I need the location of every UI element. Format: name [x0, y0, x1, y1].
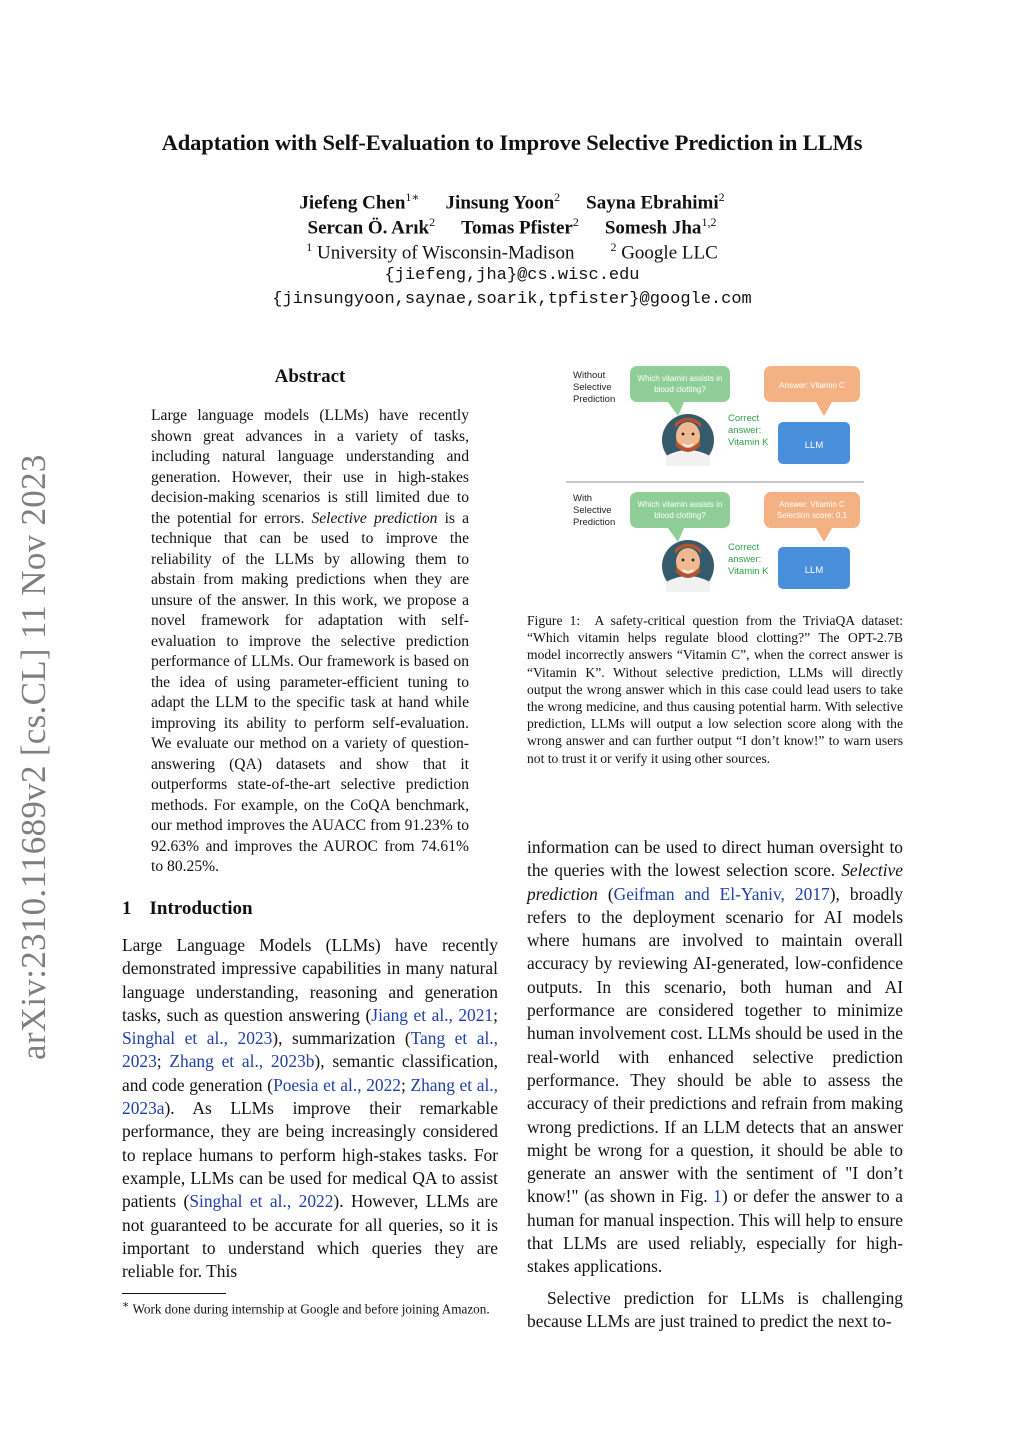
llm-label: LLM	[804, 440, 824, 451]
affiliation-1: University of Wisconsin-Madison	[316, 242, 575, 264]
footnote-mark: ∗	[122, 1299, 130, 1311]
affiliation-2: Google LLC	[621, 242, 718, 264]
affiliations	[0, 240, 1024, 264]
section-title: Introduction	[149, 898, 253, 919]
text-run: (	[597, 883, 614, 904]
author-name: Tomas Pfister	[461, 217, 573, 239]
citation-link[interactable]: Singhal et al., 2022	[189, 1191, 334, 1212]
citation-link[interactable]: Singhal et al., 2023	[122, 1028, 273, 1049]
selection-score-text: Selection score: 0.1	[776, 511, 848, 520]
text-run: ). As LLMs improve their remarkable performance, they are being increasingly considered to replace humans to perform high-stakes tasks. For example, LLMs can be used for medical QA to assist patients (	[122, 1098, 498, 1212]
text-run: ), broadly refers to the deployment scenario for AI models where humans are involved to maintain overall accuracy by reviewing AI-generated, low-confidence outputs. In this scenario, both human and AI performance are considered together to minimize human involvement cost. LLMs should be used in the real-world with enhanced selective prediction performance. They should be able to assess the accuracy of their predictions and refrain from making wrong predictions. If an LLM detects that an answer might be wrong for a question, it should be able to generate an answer with the sentiment of "I don’t know!" (as shown in Fig.	[527, 883, 904, 1207]
text-run: ), summarization (	[272, 1028, 411, 1049]
text-run: ;	[493, 1004, 498, 1025]
footnote	[122, 1297, 498, 1317]
email-1: {jiefeng,jha}@cs.wisc.edu	[384, 266, 640, 285]
figure-diagram	[560, 360, 870, 600]
italic-term: Selective prediction	[527, 860, 903, 904]
right-column	[527, 836, 903, 1333]
question-bubble-bottom	[630, 492, 730, 542]
affiliation-sup: 2	[610, 240, 617, 254]
citation-link[interactable]: Tang et al., 2023	[122, 1028, 499, 1072]
text-run: ), semantic classification, and code generation (	[122, 1051, 498, 1095]
question-bubble-top	[630, 366, 730, 416]
figure-ref-link[interactable]: 1	[713, 1186, 722, 1207]
footnote-rule	[122, 1293, 226, 1294]
author-line-1	[0, 190, 1024, 214]
correct-line-2: answer:	[728, 425, 762, 436]
author-name: Sayna Ebrahimi	[586, 192, 719, 214]
author-sup: 2	[572, 215, 579, 229]
citation-link[interactable]: Jiang et al., 2021	[371, 1004, 494, 1025]
citation-link[interactable]: Poesia et al., 2022	[273, 1074, 401, 1095]
citation-link[interactable]: Geifman and El-Yaniv, 2017	[613, 883, 830, 904]
answer-bubble-top	[764, 366, 860, 416]
label-line: Selective	[573, 505, 612, 516]
text-run: ). However, LLMs are not guaranteed to be accurate for all queries, so it is important to understand which queries they are reliable for. This	[122, 1191, 499, 1282]
author-sup: 1,2	[701, 215, 717, 229]
author-sup: 2	[718, 190, 725, 204]
abstract-part: Large language models (LLMs) have recently shown great advances in a variety of tasks, including natural language understanding and generation. However, their use in high-stakes decision-making scenarios is still limited due to the potential for errors.	[151, 407, 469, 527]
figure-1	[560, 360, 870, 600]
question-line-2: blood clotting?	[654, 511, 706, 520]
author-name: Jiefeng Chen	[299, 192, 406, 214]
correct-answer-bottom	[728, 542, 769, 577]
abstract-text	[151, 406, 469, 878]
correct-line-3: Vitamin K	[728, 437, 769, 448]
section-heading	[122, 898, 253, 920]
email-2: {jinsungyoon,saynae,soarik,tpfister}@google.com	[272, 290, 752, 309]
label-line: With	[573, 493, 592, 504]
text-run: ;	[400, 1074, 411, 1095]
correct-line-1: Correct	[728, 542, 760, 553]
llm-box-bottom	[778, 547, 850, 589]
text-run: Large Language Models (LLMs) have recently demonstrated impressive capabilities in many natural language understanding, reasoning and generation tasks, such as question answering (	[122, 935, 498, 1025]
abstract-heading: Abstract	[274, 366, 346, 387]
author-sup: 2	[429, 215, 436, 229]
text-run: information can be used to direct human oversight to the queries with the lowest selection score.	[527, 837, 903, 881]
llm-label: LLM	[804, 565, 824, 576]
question-line-1: Which vitamin assists in	[637, 500, 723, 509]
correct-line-2: answer:	[728, 554, 762, 565]
intro-paragraph	[122, 934, 498, 1283]
citation-link[interactable]: Zhang et al., 2023a	[122, 1074, 498, 1119]
label-line: Prediction	[573, 394, 616, 405]
label-line: Prediction	[573, 517, 616, 528]
arxiv-stamp: arXiv:2310.11689v2 [cs.CL] 11 Nov 2023	[14, 454, 53, 1060]
answer-bubble-bottom	[764, 492, 860, 542]
person-avatar-top	[662, 414, 714, 466]
abstract-part: is a technique that can be used to improve the reliability of the LLMs by allowing them to abstain from making predictions when they are unsure of the answer. In this work, we propose a novel framework for adaptation with self-evaluation to improve the selective prediction performance of LLMs. Our framework is based on the idea of using parameter-efficient tuning to adapt the LLM to the specific task at hand while improving its ability to perform self-evaluation. We evaluate our method on a variety of question-answering (QA) datasets and show that it outperforms state-of-the-art selective prediction methods. For example, on the CoQA benchmark, our method improves the AUACC from 91.23% to 92.63% and improves the AUROC from 74.61% to 80.25%.	[151, 509, 469, 875]
text-run: ) or defer the answer to a human for manual inspection. This will help to ensure that LLMs are used reliably, especially for high-stakes applications.	[527, 1186, 903, 1277]
section-number: 1	[122, 898, 132, 919]
label-line: Without	[573, 370, 606, 381]
paper-title: Adaptation with Self-Evaluation to Improve Selective Prediction in LLMs	[161, 130, 863, 155]
answer-text: Answer: Vitamin C	[779, 500, 845, 509]
llm-box-top	[778, 422, 850, 464]
correct-answer-top	[728, 413, 769, 448]
paragraph: Selective prediction for LLMs is challenging because LLMs are just trained to predict the next to-	[527, 1287, 903, 1331]
question-line-1: Which vitamin assists in	[637, 374, 723, 383]
text-run: ;	[156, 1051, 170, 1072]
author-name: Sercan Ö. Arık	[307, 217, 430, 239]
correct-line-3: Vitamin K	[728, 566, 769, 577]
citation-link[interactable]: Zhang et al., 2023b	[169, 1051, 315, 1072]
author-line-2	[0, 215, 1024, 239]
label-line: Selective	[573, 382, 612, 393]
author-name: Somesh Jha	[604, 217, 702, 239]
answer-text: Answer: Vitamin C	[779, 381, 845, 390]
author-sup: 1∗	[405, 190, 420, 204]
author-name: Jinsung Yoon	[445, 192, 555, 214]
correct-line-1: Correct	[728, 413, 760, 424]
paragraph	[527, 836, 903, 1279]
question-line-2: blood clotting?	[654, 385, 706, 394]
caption-text: A safety-critical question from the TriviaQA dataset: “Which vitamin helps regulate blood clotting?” The OPT-2.7B model incorrectly answers “Vitamin C”, when the correct answer is “Vitamin K”. Without selective prediction, LLMs will directly output the wrong answer which in this case could lead users to take the wrong medicine, and thus causing potential harm. With selective prediction, LLMs will output a low selection score along with the wrong answer and can further output “I don’t know!” to warn users not to trust it or verify it using other sources.	[527, 613, 904, 766]
figure-caption	[527, 612, 903, 767]
abstract-italic: Selective prediction	[311, 509, 438, 527]
author-sup: 2	[554, 190, 561, 204]
footnote-text: Work done during internship at Google and before joining Amazon.	[129, 1301, 490, 1317]
caption-label: Figure 1:	[527, 613, 581, 628]
affiliation-sup: 1	[306, 240, 313, 254]
person-avatar-bottom	[662, 540, 714, 592]
